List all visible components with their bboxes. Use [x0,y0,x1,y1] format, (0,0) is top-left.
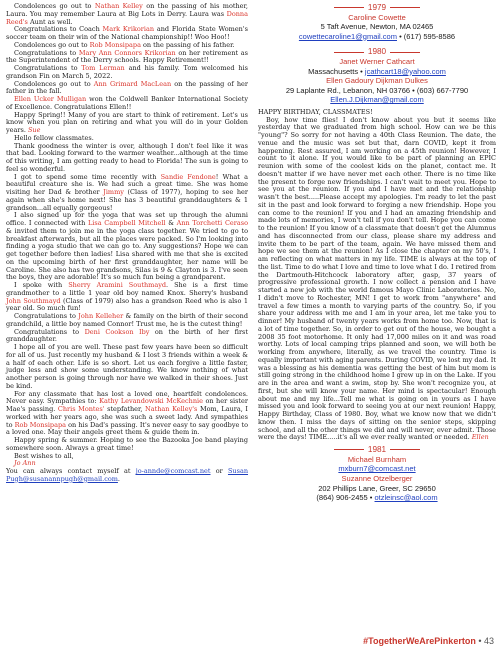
class-rep-address: 202 Phillips Lane, Greer, SC 29650 [318,483,436,493]
classmate-name: Tom Lerman [81,64,125,72]
contact-paragraph: You can always contact myself at jo-annde@comcast.net or Susan Pugh@susanannpugh@gmail.com. [6,467,249,483]
news-paragraph: Hello fellow classmates. [14,133,94,142]
news-paragraph: Congratulations to Mary Ann Connors Krikorian on her retirement as the Superintendent of the Derry schools. Happy Retirement!! [6,48,248,65]
class-1980-box [258,47,496,105]
class-year: 1980 [367,47,387,57]
news-paragraph: Congratulations to John Kelleher & family on the birth of their second grandchild, a little boy named Connor! Trust me, he is the cutest thing! [6,312,248,328]
left-column [6,3,248,484]
news-paragraph: Happy spring & summer. Hoping to see the Bazooka Joe band playing somewhere soon. Always a great time! [6,436,248,452]
closing: Best wishes to all, [14,451,74,460]
letter-heading: HAPPY BIRTHDAY, CLASSMATES! [258,107,373,116]
news-paragraph: Condolences go out to Ann Grimard MacLean on the passing of her father in the fall. [6,79,248,96]
class-year-header [258,47,496,57]
page-footer [363,636,494,646]
rule-line [334,449,364,450]
class-rep-name: Michael Burnham [347,454,407,464]
classmate-name: Mary Ann Connors Krikorian [78,48,176,57]
news-paragraph: I hope all of you are well. These past few years have been so difficult for all of us. Just recently my husband & I lost 3 friends within a week & a half of each other. Life is so short. Let us each forgive a little faster, judge less and show some understanding. We know nothing of what another person is going through nor have we walked in their shoes. Just be kind. [6,343,248,390]
news-paragraph: Condolences go out to Nathan Kelley on the passing of his mother, Laura. You may remember Laura at Big Lots in Derry. Laura was Donna Reed's Aunt as well. [6,2,248,26]
news-paragraph: Ellen Ucker Mulligan won the Coldwell Banker International Society of Excellence. Congratulations Ellen!! [6,95,248,111]
news-paragraph: Condolences go out to Rob Monsipapa on the passing of his father. [14,40,235,49]
class-rep-contact [258,95,496,105]
rule-line [334,7,364,8]
email-link[interactable]: jcathcart18@yahoo.com [364,66,446,76]
footer-separator: • [475,636,484,646]
classmate-name: Ann Grimard MacLean [93,79,172,88]
email-link[interactable]: jo-annde@comcast.net [135,467,211,475]
class-rep-contact: cowettecaroline1@gmail.com • (617) 595-8586 [298,31,456,41]
rule-line [390,7,420,8]
news-paragraph: Thank goodness the winter is over, although I don't feel like it was that bad. Looking forward to the warmer weather...although at the time of this writing, I am getting ready to head to Florida! The sun is going to feel so wonderful. [6,141,248,173]
email-link[interactable]: otzleinsc@aol.com [374,493,438,503]
class-year: 1979 [367,3,387,12]
classmate-name: Jimmy [103,188,124,196]
letter-body: Boy, how time flies! I don't know about you but it seems like yesterday that we graduated from high school. How can we be this "young"? So sorry for not having a 40th Class Reunion. The date, the venue and the music was set but that, darn COVID, kept it from happening. Rest assured, I am working on a 45th reunion! However, I count to it alone. If you would like to be part of planning an EPIC reunion with some of the coolest kids on the planet, contact me. It doesn't matter if we have never met each other. There is no time like the present to forge new friendships. I can't wait to meet you. Hope to see you at the reunion. If you and I have met and the relationship wasn't the best.....Please accept my apologies. I'm ready to let the past sit in the past and look forward to forging a new friendship. Hope you can come to the reunion! If you and I had an amazing friendship and made lots of memories, I won't tell if you don't tell. Hope you can come to the reunion! If you know of a classmate that doesn't get the Alumnus and has disconnected from our class, please share my address and invite them to be part of the team, again. We have missed them and hope we see them at the reunion! As I close the chapter on my 50's, I am reflecting on what matters in my life. TIME is always at the top of the list. Time to do what I love and time to love what I do. I retired from the Dartmouth-Hitchcock laboratory after, gasp, 37 years of progressive professional growth. I now collect a pension and I have started a new job with the world famous Mayo Clinic Laboratories. No, I didn't move to Rochester, MN! I get to work from "anywhere" and travel a few times a month to varying parts of the country. So, if you share your address with me and I am in your area, let me take you to dinner! My husband of twenty years works from home too. Now, that is a lot of time together. So, in order to get out of the house, we bought a 2008 35 foot motorhome. It only had 17,000 miles on it and was road worthy. Lots of local camping trips planned and soon, we will both be working from anywhere, literally, as we travel the country. Time is equally important with aging parents. During COVID, we lost my dad. It was a blessing as his dementia was getting the best of him but mom is still going strong in the childhood home I grew up in on the Lake. If you are in the area and want a swim, stop by. She won't recognize you, at first, but she will know your name. Her mind is spectacular! Enough about me and my life...Tell me what is going on in yours as I have missed you and look forward to seeing you at our next reunion! Happy, Happy Birthday, Class of 1980. Boy, what we know now that we didn't know then. I miss the days of sitting on the senior steps, skipping school, and all the other things we did and will never, ever admit. Those were the days! TIME.....it's all we ever really wanted or needed. Ellen [258,115,497,442]
classmate-name: John Kelleher [78,312,124,320]
footer-hashtag: #TogetherWeArePinkerton [363,636,476,646]
signature: Ellen [471,433,489,442]
class-year-header [258,3,496,13]
classmate-name: Ann Torchetti Ceraso [176,219,248,227]
class-1979-box [258,3,496,41]
classmate-name: Nathan Kelley's [145,405,198,413]
email-link[interactable]: mxburn7@comcast.net [338,464,416,474]
news-paragraph: I got to spend some time recently with Sandie Fendone! What a beautiful creature she is. We had such a great time. She was home visiting her Dad & brother Jimmy (Class of 1977), hoping to see her again when she's home next! She has 3 beautiful granddaughters & 1 grandson...all equally gorgeous! [6,172,249,212]
rule-line [334,52,364,53]
class-year-header [258,445,496,455]
news-paragraph: Congratulations to Deni Cookson Iby on the birth of her first granddaughter. [6,327,248,344]
class-1981-box [258,445,496,503]
signature: Sue [27,126,41,134]
page-number: 43 [483,636,494,646]
email-link[interactable]: Ellen.J.Dijkman@gmail.com [330,95,424,105]
classmate-name: Sherry Aramini Southmayd [68,281,167,289]
classmate-name: John Southmayd [6,296,61,305]
news-paragraph: I also signed up for the yoga that was set up through the alumni office. I connected with Lisa Campbell Mitchell & Ann Torchetti Ceraso & invited them to join me in the yoga class together. We tried to go to breakfast afterwards, but all the places were packed. So I'm looking into finding a yoga studio that we can go to. Any suggestions? Hope we can get together before then ladies! Lisa shared with me that she is excited on the upcoming birth of her first granddaughter, her name will be Caroline. She also has two grandsons, Silas is 9 & Clayton is 3. I've seen the boys, they are adorable! It's so much fun being a grandparent. [6,211,248,282]
class-rep-address: 29 Laplante Rd., Lebanon, NH 03766 • (603) 667-7790 [285,85,469,95]
news-paragraph: Congratulations to Coach Mark Krikorian and Florida State Women's soccer team on their win of the National championship!! Woo Hoo!! [6,25,248,41]
class-year: 1981 [367,445,387,455]
class-rep-address: 5 Taft Avenue, Newton, MA 02465 [320,22,434,32]
class-rep-contact: (864) 906-2455 • otzleinsc@aol.com [316,493,438,503]
email-link[interactable]: cowettecaroline1@gmail.com [298,31,397,41]
classmate-name: Sandie Fendone [160,172,216,181]
news-paragraph: For any classmate that has lost a loved one, heartfelt condolences. Never easy. Sympathies to: Kathy Levandowski McKechnie on her sister Mae's passing. Chris Montes' stepfather, Nathan Kelley's Mom, Laura, I worked with her years ago, she was such a sweet lady. And sympathies to Rob Monsipapa on his Dad's passing. It's never easy to say goodbye to a loved one. May their angels greet them & guide them in. [6,389,249,437]
email-link[interactable]: Susan Pugh@susanannpugh@gmail.com [6,467,249,483]
classmate-name: Deni Cookson Iby [84,327,150,336]
rule-line [390,52,420,53]
class-rep-name: Suzanne Otzelberger [341,473,413,483]
classmate-name: Chris Montes' [57,405,105,413]
signature: Jo Ann [14,459,36,468]
class-rep-contact [258,464,496,474]
classmate-name: Rob Monsipapa [14,420,66,429]
classmate-name: Rob Monsipapa [89,40,141,49]
classmate-name: Lisa Campbell Mitchell [87,219,166,227]
classmate-name: Nathan Kelley [94,2,143,10]
classmate-name: Kathy Levandowski McKechnie [99,397,203,406]
classmate-name: Ellen Ucker Mulligan [14,95,87,103]
class-rep-contact: Massachusetts • jcathcart18@yahoo.com [308,66,446,76]
class-rep-name: Janet Werner Cathcart [339,56,415,66]
class-rep-name: Ellen Gadoury Dijkman Dulkes [326,76,428,86]
news-paragraph: I spoke with Sherry Aramini Southmayd. She is a first time grandmother to a little 1 year old boy named Knox. Sherry's husband John Southmayd (Class of 1979) also has a grandson Reed who is also 1 year old. So much fun! [6,281,248,313]
classmate-name: Donna Reed's [6,9,248,26]
news-paragraph: Happy Spring!! Many of you are start to think of retirement. Let's us know when you plan on retiring and what you will do in your Golden years. Sue [6,110,248,134]
news-paragraph: Congratulations to Tom Lerman and his family. Tom welcomed his grandson Fin on March 5, 2022. [6,64,248,80]
right-column [258,3,496,503]
rule-line [390,449,420,450]
class-rep-name: Caroline Cowette [348,12,406,22]
classmate-name: Mark Krikorian [102,25,155,34]
